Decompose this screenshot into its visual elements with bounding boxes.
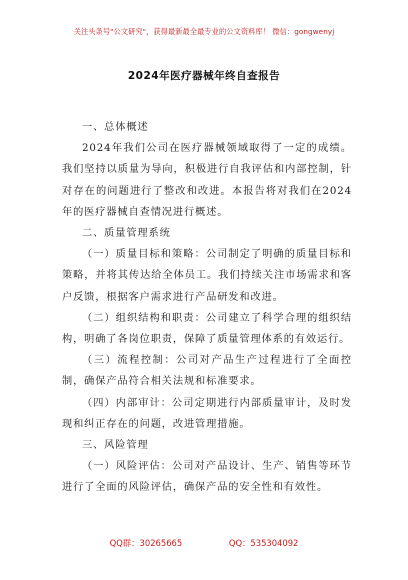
section-heading-overview: 一、总体概述 (82, 122, 149, 133)
paragraph-quality-goals: （一）质量目标和策略：公司制定了明确的质量目标和策略，并将其传达给全体员工。我们持续关注市场需求和客户反馈，根据客户需求进行产品研发和改进。 (62, 249, 352, 303)
paragraph-overview: 2024年我们公司在医疗器械领域取得了一定的成绩。我们坚持以质量为导向，积极进行自我评估和内部控制，针对存在的问题进行了整改和改进。本报告将对我们在2024年的医疗器械自查情况进行概述。 (62, 143, 352, 218)
document-body (62, 117, 352, 499)
paragraph-internal-audit: （四）内部审计：公司定期进行内部质量审计，及时发现和纠正存在的问题，改进管理措施。 (62, 397, 352, 430)
paragraph-risk-assessment: （一）风险评估：公司对产品设计、生产、销售等环节进行了全面的风险评估，确保产品的安全性和有效性。 (62, 461, 352, 494)
paragraph-process-control: （三）流程控制：公司对产品生产过程进行了全面控制，确保产品符合相关法规和标准要求。 (62, 355, 352, 388)
document-title: 2024年医疗器械年终自查报告 (127, 70, 281, 82)
section-heading-risk: 三、风险管理 (82, 440, 149, 452)
paragraph-organization: （二）组织结构和职责：公司建立了科学合理的组织结构，明确了各岗位职责，保障了质量管理体系的有效运行。 (62, 312, 352, 346)
section-heading-quality-system: 二、质量管理系统 (82, 228, 171, 240)
header-banner: 关注头条号"公文研究"，获得最新最全最专业的公文资料库！ 微信：gongwenyj (73, 27, 335, 36)
footer-qq-group: QQ群：30265665 (109, 538, 183, 548)
footer-contact (0, 537, 408, 549)
footer-qq-number: QQ：535304092 (228, 538, 299, 548)
